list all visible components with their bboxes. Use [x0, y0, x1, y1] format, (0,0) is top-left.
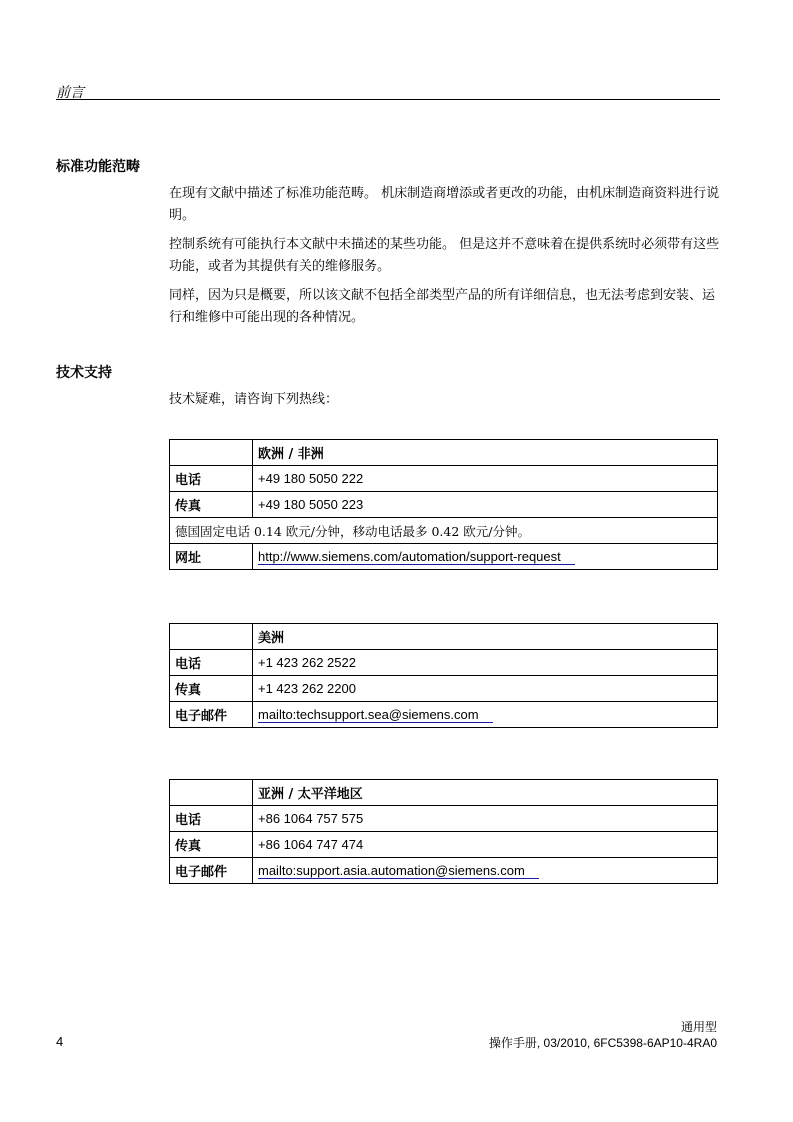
fax-label: 传真 [170, 676, 253, 702]
email-link[interactable]: mailto:support.asia.automation@siemens.com [258, 863, 539, 879]
website-cell [253, 544, 718, 570]
table-corner-cell [170, 440, 253, 466]
email-label: 电子邮件 [170, 858, 253, 884]
table-row-note [170, 518, 718, 544]
pricing-note: 德国固定电话 0.14 欧元/分钟，移动电话最多 0.42 欧元/分钟。 [170, 518, 718, 544]
table-header-row [170, 440, 718, 466]
table-header-row [170, 624, 718, 650]
scope-paragraph-1: 在现有文献中描述了标准功能范畴。 机床制造商增添或者更改的功能，由机床制造商资料进行说明。 [169, 186, 720, 223]
support-table-americas [169, 623, 718, 728]
table-row-fax [170, 676, 718, 702]
region-name: 欧洲 / 非洲 [253, 440, 718, 466]
table-header-row [170, 780, 718, 806]
fax-value: +1 423 262 2200 [253, 676, 718, 702]
email-cell [253, 858, 718, 884]
table-row-phone [170, 650, 718, 676]
support-table-asia-pacific [169, 779, 718, 884]
phone-label: 电话 [170, 466, 253, 492]
phone-label: 电话 [170, 650, 253, 676]
phone-value: +49 180 5050 222 [253, 466, 718, 492]
support-table-europe-africa [169, 439, 718, 570]
fax-label: 传真 [170, 832, 253, 858]
scope-paragraph-3: 同样，因为只是概要，所以该文献不包括全部类型产品的所有详细信息，也无法考虑到安装、运行和维修中可能出现的各种情况。 [169, 288, 716, 325]
footer-doc-info: 操作手册, 03/2010, 6FC5398-6AP10-4RA0 [488, 1036, 717, 1050]
table-row-phone [170, 806, 718, 832]
section-heading-scope: 标准功能范畴 [56, 159, 140, 175]
table-row-website [170, 544, 718, 570]
running-header: 前言 [56, 85, 84, 101]
table-row-fax [170, 492, 718, 518]
section-heading-support: 技术支持 [56, 365, 112, 381]
footer-doc-type: 通用型 [680, 1020, 717, 1034]
header-divider [56, 99, 720, 100]
table-corner-cell [170, 780, 253, 806]
support-intro: 技术疑难，请咨询下列热线： [169, 392, 339, 407]
email-cell [253, 702, 718, 728]
region-name: 美洲 [253, 624, 718, 650]
email-link[interactable]: mailto:techsupport.sea@siemens.com [258, 707, 493, 723]
fax-label: 传真 [170, 492, 253, 518]
table-row-email [170, 858, 718, 884]
phone-value: +86 1064 757 575 [253, 806, 718, 832]
scope-paragraph-2: 控制系统有可能执行本文献中未描述的某些功能。 但是这并不意味着在提供系统时必须带有这些功能，或者为其提供有关的维修服务。 [169, 237, 720, 274]
table-row-phone [170, 466, 718, 492]
table-corner-cell [170, 624, 253, 650]
fax-value: +86 1064 747 474 [253, 832, 718, 858]
table-row-email [170, 702, 718, 728]
email-label: 电子邮件 [170, 702, 253, 728]
website-link[interactable]: http://www.siemens.com/automation/support-request [258, 549, 575, 565]
website-label: 网址 [170, 544, 253, 570]
phone-value: +1 423 262 2522 [253, 650, 718, 676]
fax-value: +49 180 5050 223 [253, 492, 718, 518]
phone-label: 电话 [170, 806, 253, 832]
table-row-fax [170, 832, 718, 858]
page-number: 4 [56, 1034, 64, 1049]
region-name: 亚洲 / 太平洋地区 [253, 780, 718, 806]
